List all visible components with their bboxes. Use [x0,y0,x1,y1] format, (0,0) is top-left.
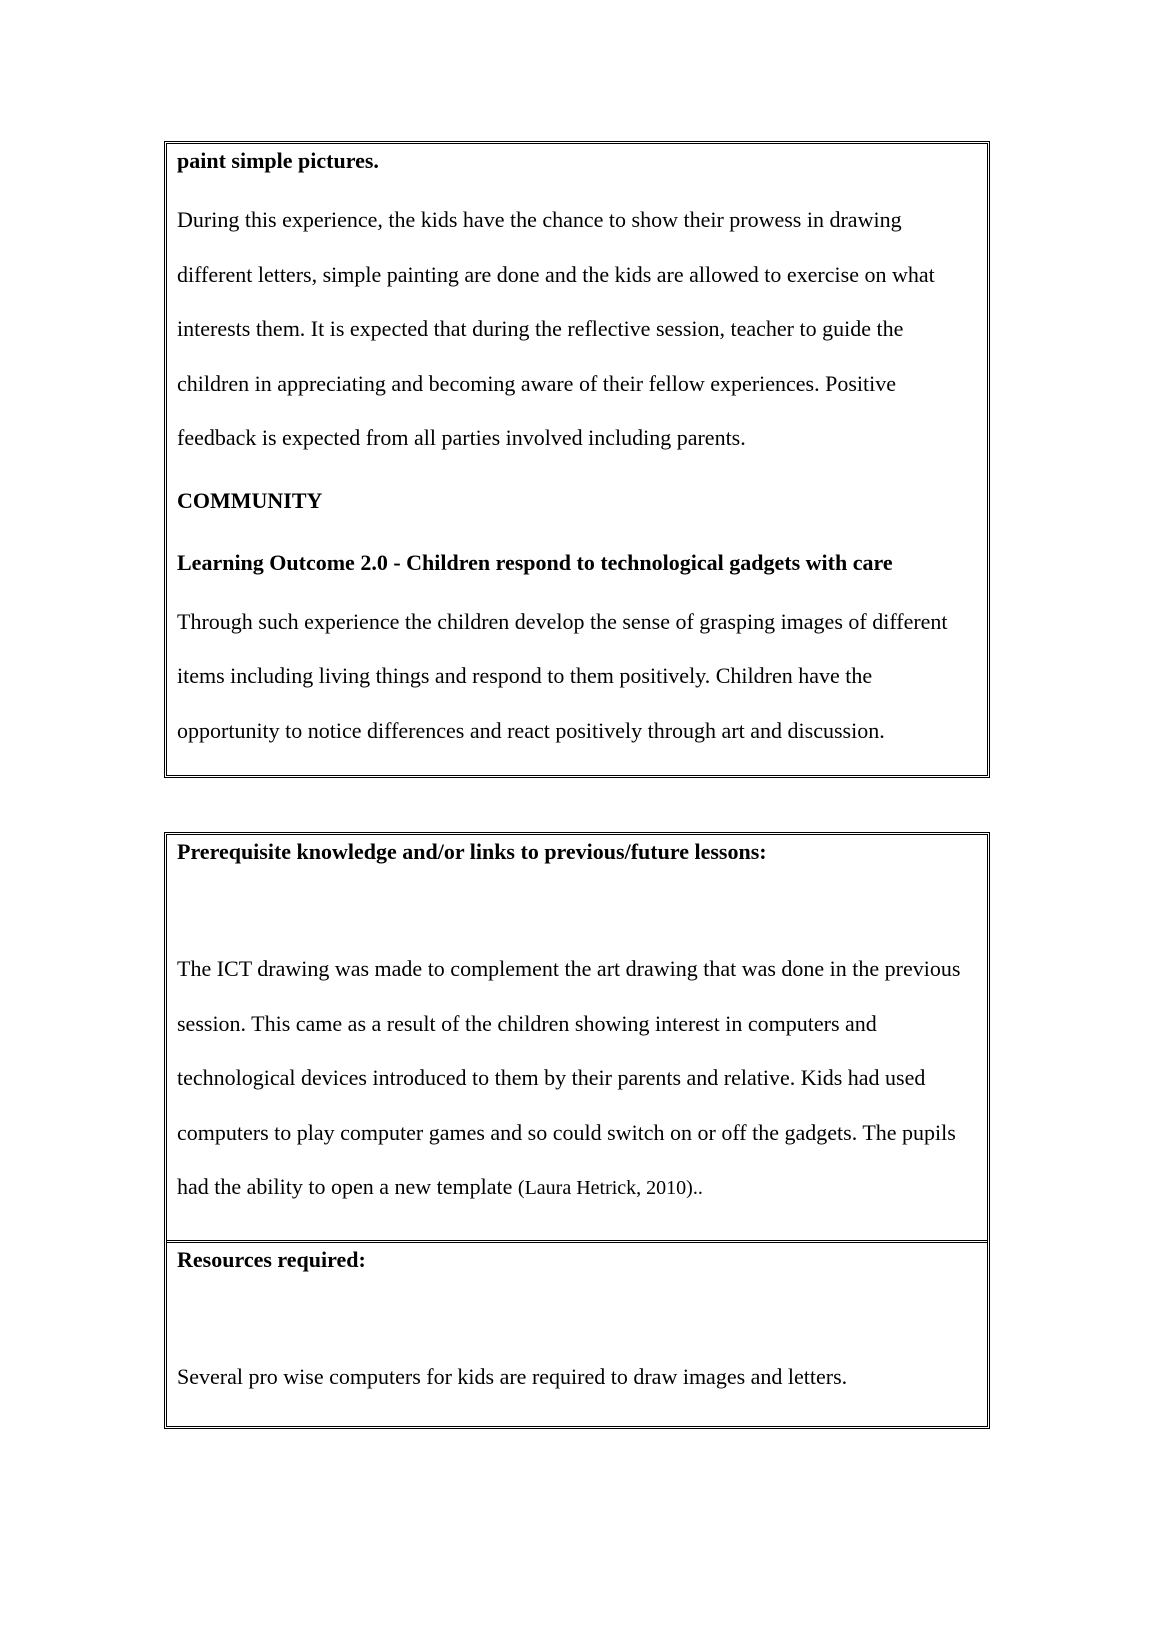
lesson-details-box [164,141,990,778]
experience-paragraph: During this experience, the kids have the chance to show their prowess in drawing different letters, simple painting are done and the kids are allowed to exercise on what interests them. It is expected that during the reflective session, teacher to guide the children in appreciating and becoming aware of their fellow experiences. Positive feedback is expected from all parties involved including parents. [177,207,935,450]
prerequisites-cell [167,835,987,1240]
prerequisites-paragraph [177,942,977,1216]
outcome-paragraph: Through such experience the children develop the sense of grasping images of different items including living things and respond to them positively. Children have the opportunity to notice differences and react positively through art and discussion. [177,608,948,743]
citation: (Laura Hetrick, 2010).. [517,1177,703,1199]
resources-heading: Resources required: [177,1247,366,1272]
prerequisites-heading: Prerequisite knowledge and/or links to previous/future lessons: [177,839,767,864]
community-heading: COMMUNITY [177,487,323,513]
section-heading-paint: paint simple pictures. [177,148,379,173]
resources-paragraph: Several pro wise computers for kids are required to draw images and letters. [177,1364,848,1389]
lesson-details-cell [167,144,987,775]
prerequisites-resources-table [164,832,990,1429]
resources-cell [167,1240,987,1405]
prerequisites-text: The ICT drawing was made to complement the art drawing that was done in the previous session. This came as a result of the children showing interest in computers and technological devices introduced to them by their parents and relative. Kids had used computers to play computer games and so could switch on or off the gadgets. The pupils had the ability to open a new template [177,956,961,1199]
learning-outcome-heading: Learning Outcome 2.0 - Children respond to technological gadgets with care [177,549,893,575]
